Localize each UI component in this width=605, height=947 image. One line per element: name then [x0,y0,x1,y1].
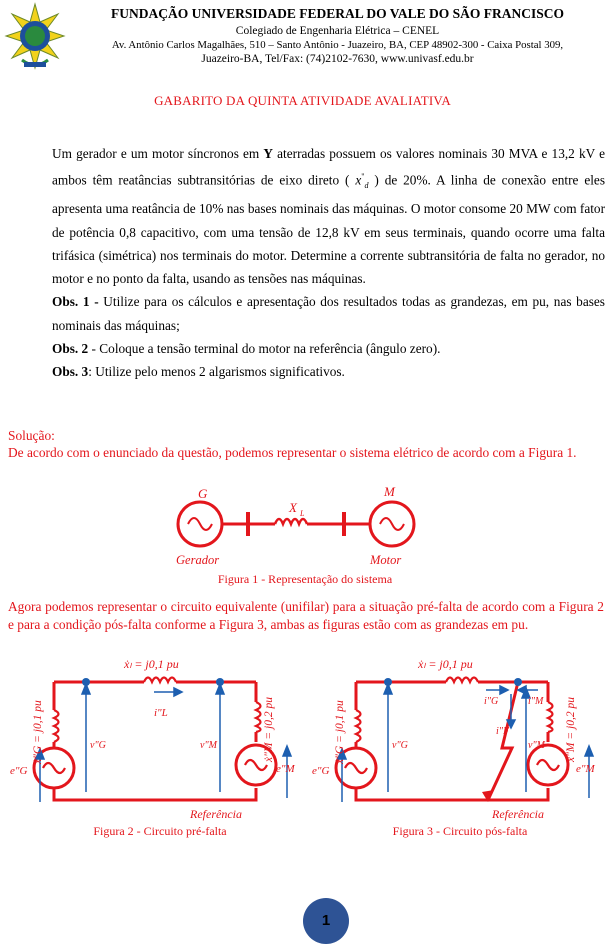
fig2-vg-label: v"G [90,740,106,751]
fig2-vm-label: v"M [200,740,217,751]
fig1-gerador-label: Gerador [176,553,220,567]
fig3-em-label: e"M [576,763,595,775]
fig2-em-label: e"M [276,763,295,775]
fig3-vm-label: v"M [528,740,545,751]
fig1-m-label: M [384,484,395,499]
page-number-badge: 1 [303,898,349,944]
fig3-ig-label: i"G [484,696,499,707]
solution-intro: De acordo com o enunciado da questão, podemos representar o sistema elétrico de acordo com a Figura 1. [8,445,577,460]
figure-1-system [170,484,440,574]
address-line: Av. Antônio Carlos Magalhães, 510 – Santo Antônio - Juazeiro, BA, CEP 48902-300 - Caixa Postal 309, [111,39,564,51]
fig1-motor-label: Motor [370,553,402,567]
contact-line: Juazeiro-BA, Tel/Fax: (74)2102-7630, www.univasf.edu.br [201,53,474,65]
fig2-xg-label: ẋ"G = j0,1 pu [32,700,44,764]
figure-1-caption: Figura 1 - Representação do sistema [217,572,393,586]
solution-label: Solução: [8,428,55,443]
fig3-xg-label: ẋ"G = j0,1 pu [334,700,346,764]
fig3-vg-label: v"G [392,740,408,751]
fig3-eg-label: e"G [312,765,330,777]
figure-3-caption: Figura 3 - Circuito pós-falta [392,824,528,838]
problem-paragraph: Um gerador e um motor síncronos em Y aterradas possuem os valores nominais 30 MVA e 13,2 kV e ambos têm reatâncias subtransitórias de eixo direto ( $x^"_d$ ) de 20%. A linha de conexão entre eles apresenta uma reatância de 10% nas bases nominais das máquinas. O motor consome 20 MW com fator de potência 0,8 capacitivo, com uma tensão de 12,8 kV em seus terminais, quando ocorre uma falta trifásica (simétrica) nos terminais do motor. Determine a corrente subtransitória de falta no gerador, no motor e no ponto da falta, usando as tensões nas máquinas. [52,146,605,287]
figure-3-postfault-circuit [306,652,602,822]
univasf-logo [4,2,66,72]
fig2-xm-label: ẋ"M = j0,2 pu [263,697,275,762]
fig1-xl-sub: L [300,509,305,518]
fig3-xl-label: ẋₗ = j0,1 pu [418,657,473,671]
fig3-ref-label: Referência [492,807,544,821]
problem-statement [52,142,605,383]
fig2-il-label: i"L [154,707,168,719]
fig1-xl-label: X [289,500,297,515]
fig3-if-label: i"F [496,726,510,737]
fig1-g-label: G [198,486,208,501]
fig3-xm-label: ẋ"M = j0,2 pu [565,697,577,762]
fig3-im-label: i"M [528,696,544,707]
fig2-ref-label: Referência [190,807,242,821]
institution-title: FUNDAÇÃO UNIVERSIDADE FEDERAL DO VALE DO SÃO FRANCISCO [111,6,564,21]
fig2-xl-label: ẋₗ = j0,1 pu [124,657,179,671]
page-title: GABARITO DA QUINTA ATIVIDADE AVALIATIVA [154,93,451,108]
department-line: Colegiado de Engenharia Elétrica – CENEL [235,25,440,37]
obs-3: Obs. 3: Utilize pelo menos 2 algarismos significativos. [52,363,345,379]
obs-2: Obs. 2 - Coloque a tensão terminal do motor na referência (ângulo zero). [52,340,441,356]
figure-2-prefault-circuit [4,652,299,822]
fig2-eg-label: e"G [10,765,28,777]
figure-2-caption: Figura 2 - Circuito pré-falta [93,824,227,838]
solution-paragraph-2: Agora podemos representar o circuito equivalente (unifilar) para a situação pré-falta de acordo com a Figura 2 e para a condição pós-falta conforme a Figura 3, ambas as figuras estão com as grandezas em pu. [8,599,604,632]
obs-1: Obs. 1 - Utilize para os cálculos e apresentação dos resultados todas as grandezas, em pu, nas bases nominais das máquinas; [52,294,605,333]
